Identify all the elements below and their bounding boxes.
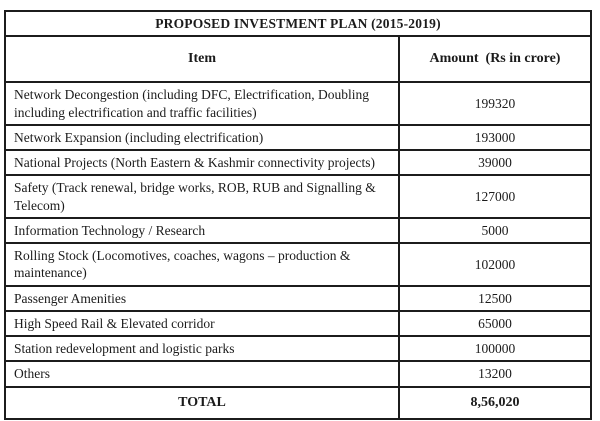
item-cell: Passenger Amenities: [5, 286, 399, 311]
table-row: [5, 150, 591, 175]
table-row: [5, 175, 591, 218]
item-cell: High Speed Rail & Elevated corridor: [5, 311, 399, 336]
table-row: [5, 286, 591, 311]
total-row: [5, 387, 591, 419]
amount-cell: 199320: [399, 82, 591, 125]
item-cell: Network Expansion (including electrification): [5, 125, 399, 150]
amount-cell: 65000: [399, 311, 591, 336]
amount-cell: 5000: [399, 218, 591, 243]
item-cell: Safety (Track renewal, bridge works, ROB, RUB and Signalling & Telecom): [5, 175, 399, 218]
amount-cell: 13200: [399, 361, 591, 386]
header-row: [5, 36, 591, 82]
table-row: [5, 336, 591, 361]
table-row: [5, 125, 591, 150]
table-row: [5, 218, 591, 243]
total-amount: 8,56,020: [399, 387, 591, 419]
table-row: [5, 311, 591, 336]
table-row: [5, 82, 591, 125]
item-cell: Others: [5, 361, 399, 386]
item-column-header: Item: [5, 36, 399, 82]
amount-cell: 193000: [399, 125, 591, 150]
investment-plan-table: [4, 10, 592, 420]
amount-cell: 100000: [399, 336, 591, 361]
amount-cell: 127000: [399, 175, 591, 218]
item-cell: National Projects (North Eastern & Kashmir connectivity projects): [5, 150, 399, 175]
title-row: [5, 11, 591, 36]
item-cell: Information Technology / Research: [5, 218, 399, 243]
amount-cell: 12500: [399, 286, 591, 311]
item-cell: Rolling Stock (Locomotives, coaches, wagons – production & maintenance): [5, 243, 399, 286]
table-row: [5, 243, 591, 286]
total-label: TOTAL: [5, 387, 399, 419]
amount-cell: 102000: [399, 243, 591, 286]
item-cell: Station redevelopment and logistic parks: [5, 336, 399, 361]
item-cell: Network Decongestion (including DFC, Electrification, Doubling including electrification and traffic facilities): [5, 82, 399, 125]
amount-cell: 39000: [399, 150, 591, 175]
table-title: PROPOSED INVESTMENT PLAN (2015-2019): [5, 11, 591, 36]
amount-column-header: Amount (Rs in crore): [399, 36, 591, 82]
table-row: [5, 361, 591, 386]
